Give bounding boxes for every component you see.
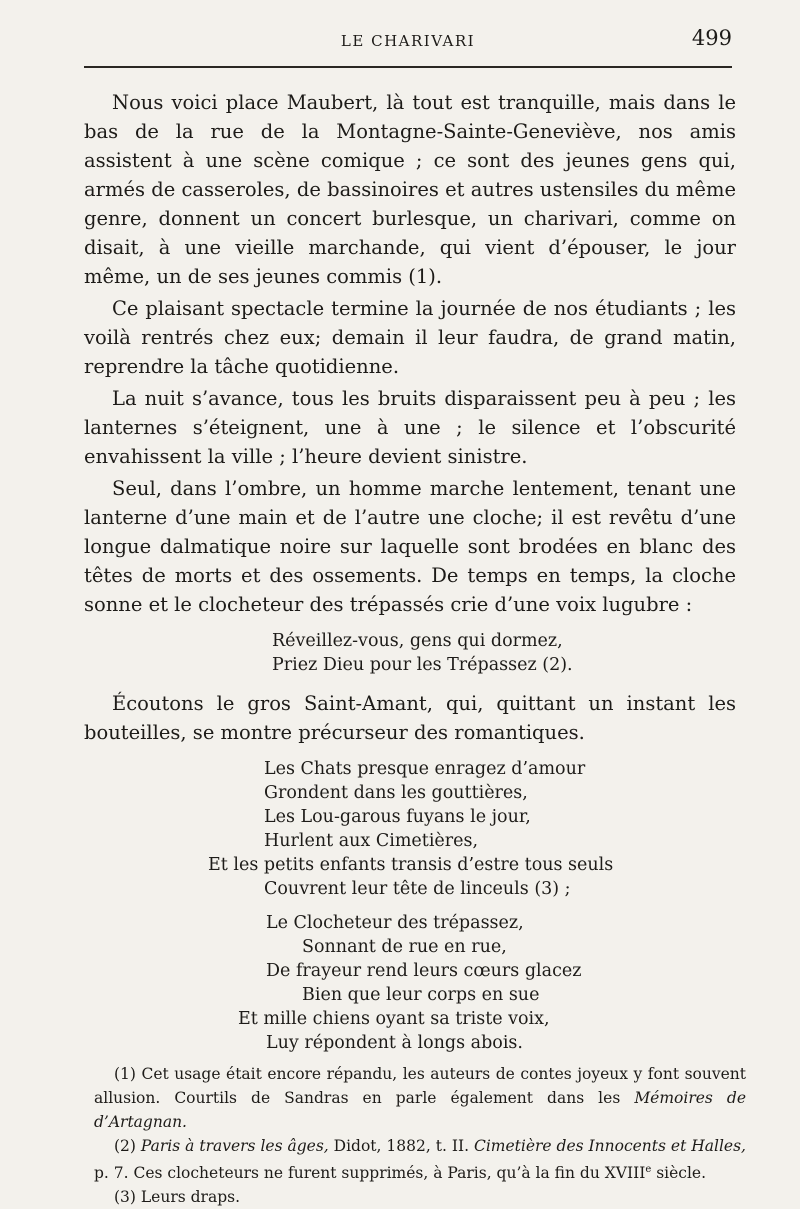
verse-line: Luy répondent à longs abois. <box>266 1033 523 1053</box>
footnote-1 <box>94 1062 746 1134</box>
footnote-text: (2) <box>114 1137 141 1155</box>
verse-line: De frayeur rend leurs cœurs glacez <box>266 961 582 981</box>
paragraph: Écoutons le gros Saint-Amant, qui, quittant un instant les bouteilles, se montre précurseur des romantiques. <box>84 692 736 744</box>
running-title: LE CHARIVARI <box>340 32 476 50</box>
paragraph: Nous voici place Maubert, là tout est tranquille, mais dans le bas de la rue de la Montagne-Sainte-Geneviève, nos amis assistent à une scène comique ; ce sont des jeunes gens qui, armés de casseroles, de bassinoires et autres ustensiles du même genre, donnent un concert burlesque, un charivari, comme on disait, à une vieille marchande, qui vient d’épouser, le jour même, un de ses jeunes commis (1). <box>84 91 736 288</box>
verse-line: Bien que leur corps en sue <box>302 985 540 1005</box>
page-number: 499 <box>691 26 732 50</box>
verse-line: Et les petits enfants transis d’estre tous seuls <box>208 855 614 875</box>
footnote-text: Didot, 1882, t. II. <box>328 1137 474 1155</box>
footnote-text: siècle. <box>651 1164 707 1183</box>
paragraph: Ce plaisant spectacle termine la journée de nos étudiants ; les voilà rentrés chez eux; demain il leur faudra, de grand matin, reprendre la tâche quotidienne. <box>84 297 736 378</box>
header-rule <box>84 66 732 68</box>
footnote-title: Cimetière des Innocents et Halles, <box>473 1137 746 1155</box>
footnote-3: (3) Leurs draps. <box>114 1188 240 1207</box>
paragraph: Seul, dans l’ombre, un homme marche lentement, tenant une lanterne d’une main et de l’autre une cloche; il est revêtu d’une longue dalmatique noire sur laquelle sont brodées en blanc des têtes de morts et des ossements. De temps en temps, la cloche sonne et le clocheteur des trépassés crie d’une voix lugubre : <box>84 477 736 616</box>
verse-line: Les Lou-garous fuyans le jour, <box>264 807 531 827</box>
verse-line: Couvrent leur tête de linceuls (3) ; <box>264 879 571 899</box>
verse-line: Les Chats presque enragez d’amour <box>264 759 586 779</box>
footnote-title: Paris à travers les âges, <box>140 1137 329 1155</box>
verse-line: Le Clocheteur des trépassez, <box>266 913 524 933</box>
superscript: e <box>645 1164 652 1175</box>
verse-line: Grondent dans les gouttières, <box>264 783 528 803</box>
verse-line: Et mille chiens oyant sa triste voix, <box>238 1009 550 1029</box>
verse-quote-saint-amant <box>84 757 736 1055</box>
footnotes <box>94 1062 746 1209</box>
verse-quote-clocheteur <box>84 629 736 677</box>
footnote-text: p. 7. Ces clocheteurs ne furent supprimés, à Paris, qu’à la fin du XVIII <box>94 1164 646 1183</box>
verse-line: Priez Dieu pour les Trépassez (2). <box>272 655 573 675</box>
footnote-text: (1) Cet usage était encore répandu, les auteurs de contes joyeux y font souvent allusion. Courtils de Sandras en parle également dans les <box>94 1065 746 1107</box>
stanza-break <box>84 901 736 911</box>
main-text <box>84 88 736 1067</box>
verse-line: Sonnant de rue en rue, <box>302 937 507 957</box>
page-header <box>84 26 732 56</box>
footnote-2 <box>94 1134 746 1185</box>
verse-line: Réveillez-vous, gens qui dormez, <box>272 631 563 651</box>
verse-line: Hurlent aux Cimetières, <box>264 831 479 851</box>
paragraph: La nuit s’avance, tous les bruits disparaissent peu à peu ; les lanternes s’éteignent, une à une ; le silence et l’obscurité envahissent la ville ; l’heure devient sinistre. <box>84 387 736 468</box>
footnote-title: Mémoires de d’Artagnan. <box>94 1089 747 1131</box>
